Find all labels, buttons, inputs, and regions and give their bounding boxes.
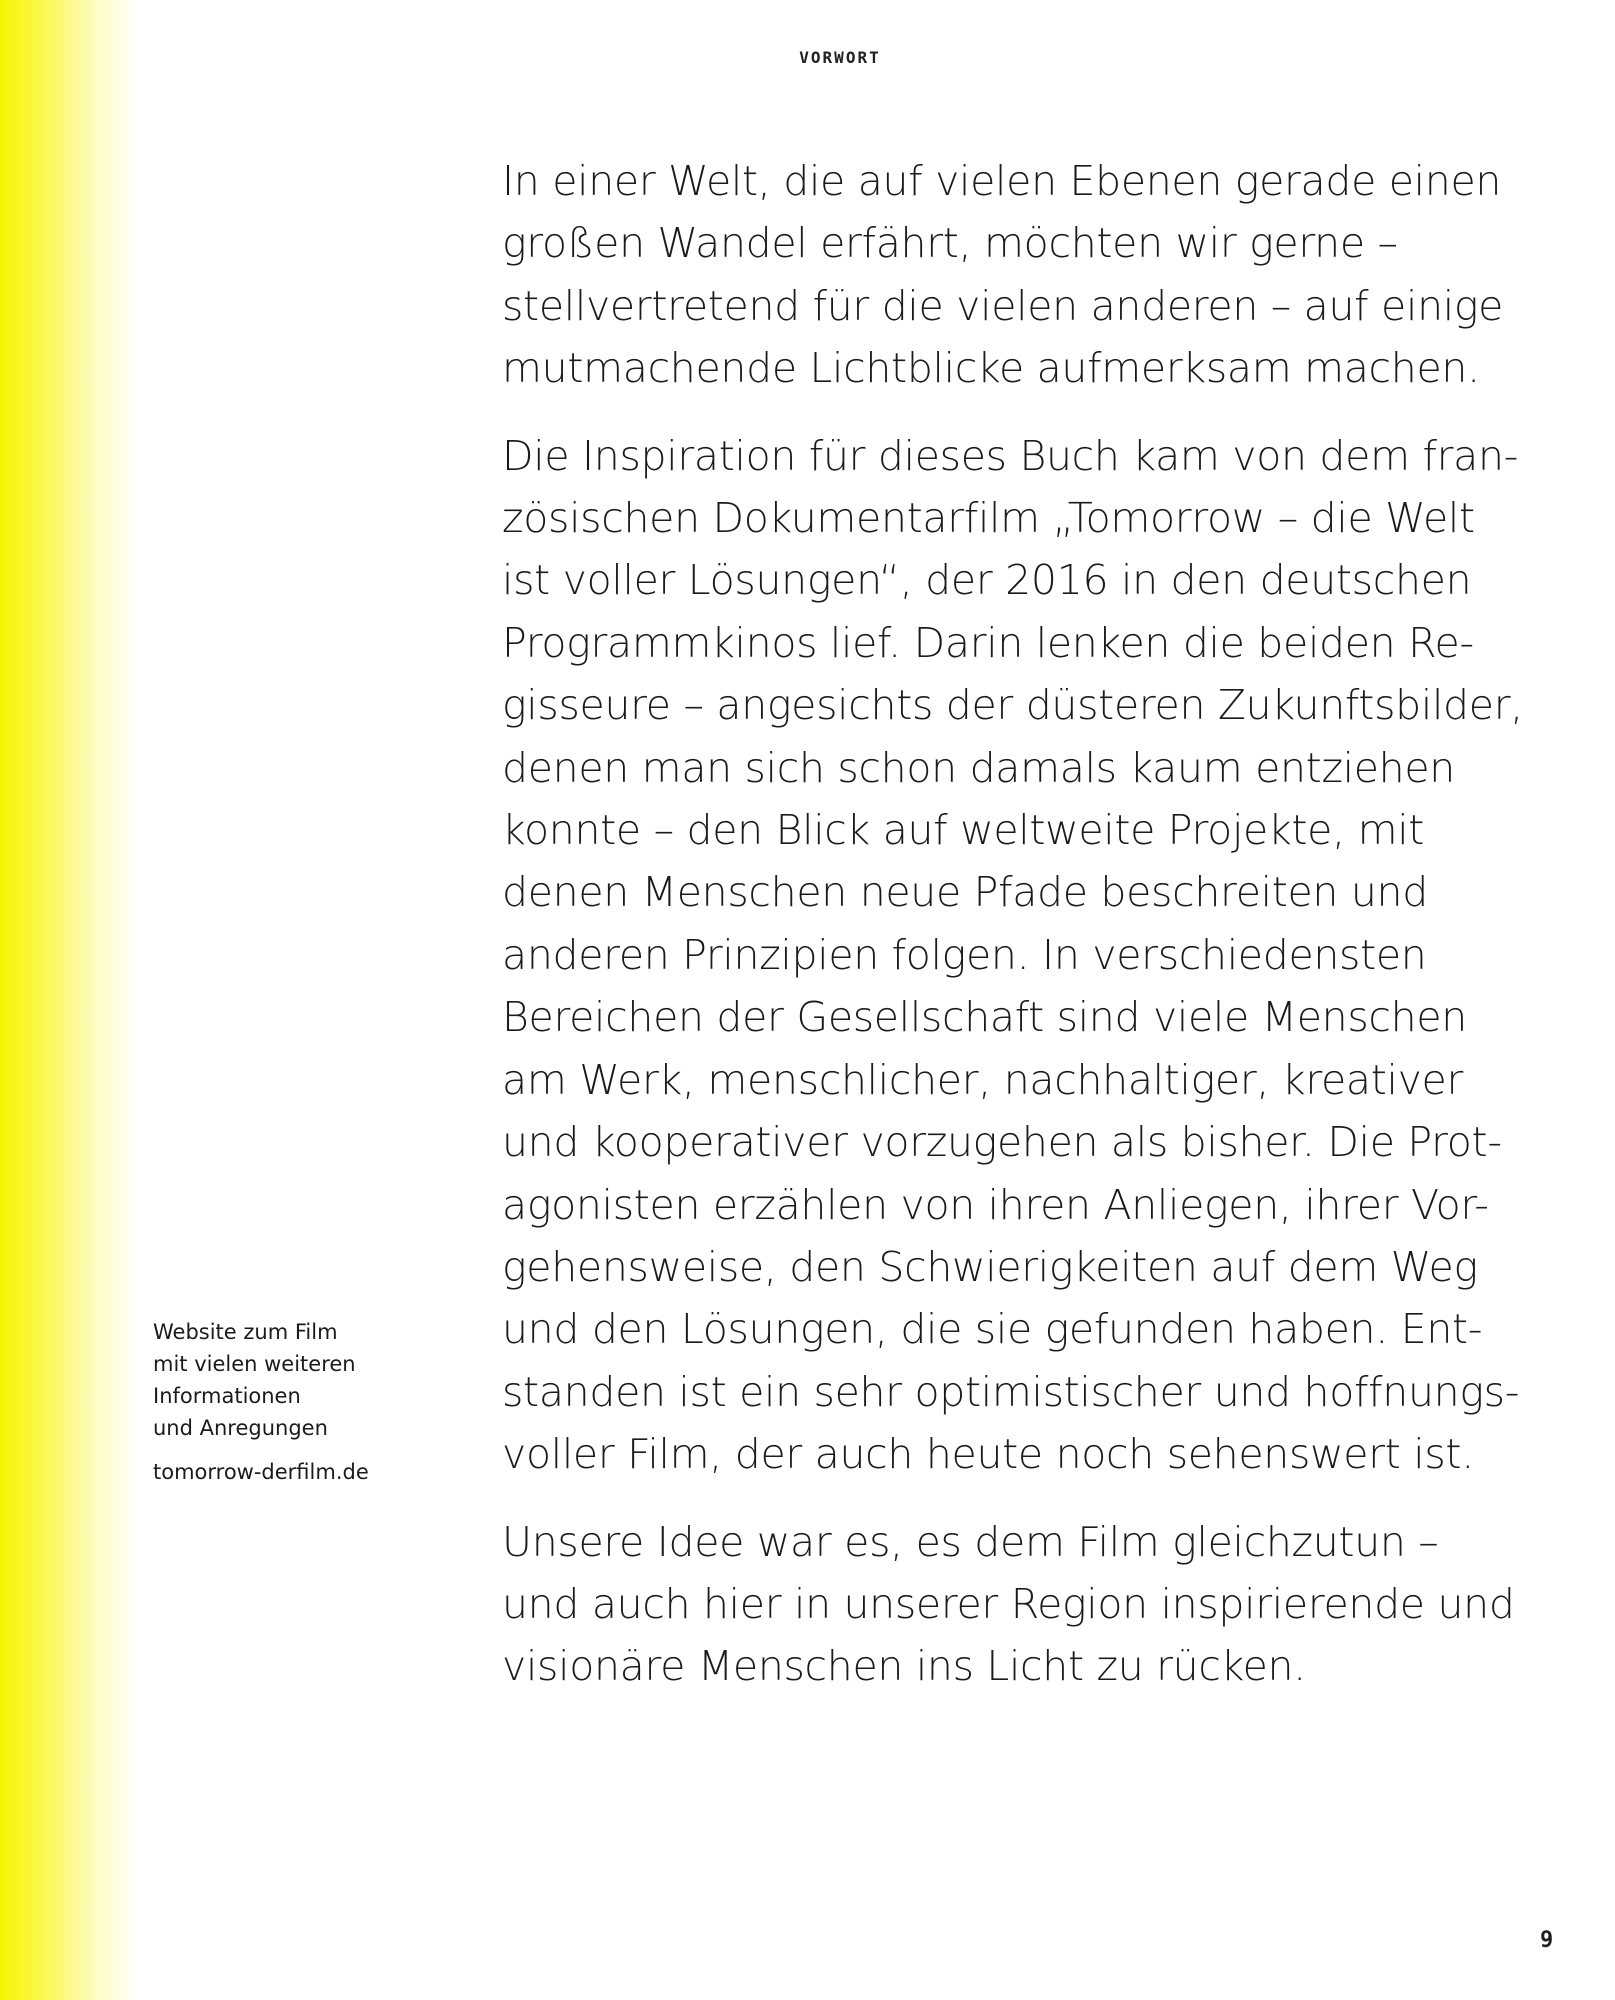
sidenote — [153, 1316, 443, 1488]
text-line: ist voller Lösungen“, der 2016 in den deutschen — [502, 556, 1472, 605]
text-line: Die Inspiration für dieses Buch kam von dem fran- — [502, 431, 1519, 480]
text-line: In einer Welt, die auf vielen Ebenen gerade einen — [502, 157, 1502, 205]
text-line: am Werk, menschlicher, nachhaltiger, kreativer — [502, 1055, 1464, 1104]
main-text — [502, 150, 1523, 1723]
text-line: agonisten erzählen von ihren Anliegen, ihrer Vor- — [502, 1180, 1489, 1229]
text-line: großen Wandel erfährt, möchten wir gerne – — [502, 219, 1398, 268]
paragraph-3 — [502, 1511, 1515, 1698]
text-line: zösischen Dokumentarfilm „Tomorrow – die Welt — [502, 494, 1475, 543]
paragraph-1 — [502, 150, 1512, 400]
text-line: standen ist ein sehr optimistischer und hoffnungs- — [502, 1367, 1520, 1416]
text-line: konnte – den Blick auf weltweite Projekte, mit — [502, 806, 1425, 855]
paragraph-2 — [502, 425, 1523, 1486]
text-line: gisseure – angesichts der düsteren Zukunftsbilder, — [502, 681, 1523, 730]
sidenote-line: Informationen — [153, 1384, 301, 1408]
text-line: denen man sich schon damals kaum entziehen — [502, 743, 1455, 792]
yellow-gradient-edge — [0, 0, 140, 2000]
text-line: voller Film, der auch heute noch sehenswert ist. — [502, 1430, 1474, 1479]
text-line: anderen Prinzipien folgen. In verschiedensten — [502, 930, 1427, 979]
text-line: denen Menschen neue Pfade beschreiten und — [502, 868, 1428, 917]
text-line: und den Lösungen, die sie gefunden haben. Ent- — [502, 1305, 1483, 1354]
text-line: Programmkinos lief. Darin lenken die beiden Re- — [502, 618, 1474, 667]
text-line: gehensweise, den Schwierigkeiten auf dem Weg — [502, 1242, 1478, 1291]
sidenote-line: Website zum Film — [153, 1320, 338, 1344]
text-line: Bereichen der Gesellschaft sind viele Menschen — [502, 993, 1467, 1042]
running-head: VORWORT — [799, 48, 881, 67]
page-number: 9 — [1540, 1928, 1554, 1953]
sidenote-line: mit vielen weiteren — [153, 1352, 356, 1376]
text-line: stellvertretend für die vielen anderen – auf einige — [502, 281, 1504, 330]
sidenote-url: tomorrow-derfilm.de — [153, 1460, 369, 1484]
text-line: Unsere Idee war es, es dem Film gleichzutun – — [502, 1517, 1439, 1566]
text-line: visionäre Menschen ins Licht zu rücken. — [502, 1642, 1306, 1691]
text-line: mutmachende Lichtblicke aufmerksam machen. — [502, 344, 1480, 393]
sidenote-line: und Anregungen — [153, 1416, 328, 1440]
text-line: und auch hier in unserer Region inspirierende und — [502, 1579, 1515, 1628]
text-line: und kooperativer vorzugehen als bisher. Die Prot- — [502, 1118, 1502, 1167]
